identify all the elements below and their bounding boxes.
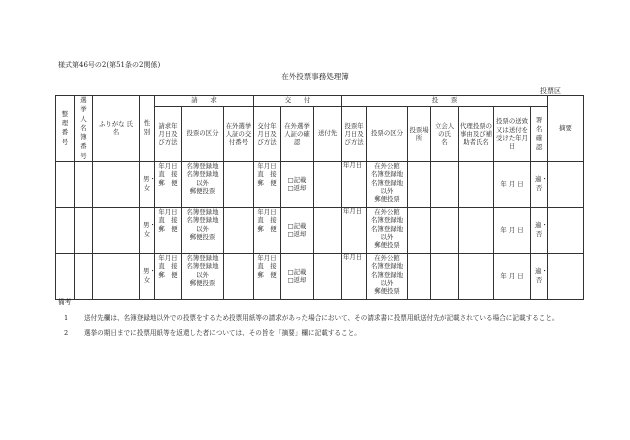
cell-sign[interactable]: 適・否 bbox=[531, 207, 548, 253]
col-vote-date: 投票年月日及び方法 bbox=[342, 107, 367, 162]
cell-request-type[interactable]: 名簿登録地 名簿登録地 以外 郵便投票 bbox=[182, 207, 224, 253]
cell-elector-no[interactable] bbox=[75, 161, 93, 207]
col-proxy: 代理投票の事由及び補助者氏名 bbox=[459, 107, 494, 162]
cell-remarks[interactable] bbox=[548, 207, 584, 253]
cell-proxy[interactable] bbox=[459, 207, 494, 253]
table-row bbox=[56, 253, 584, 299]
col-witness: 立会人の氏 名 bbox=[431, 107, 459, 162]
cell-delivery-opts[interactable]: □記載 □返却 bbox=[281, 161, 314, 207]
note-item bbox=[58, 329, 619, 338]
cell-elector-no[interactable] bbox=[75, 207, 93, 253]
note-item bbox=[58, 314, 619, 323]
cell-request-type[interactable]: 名簿登録地 名簿登録地 以外 郵便投票 bbox=[182, 253, 224, 299]
cell-number[interactable] bbox=[56, 161, 75, 207]
cell-name[interactable] bbox=[93, 161, 140, 207]
col-send-to: 送付先 bbox=[314, 107, 342, 162]
col-name: ふりがな 氏 名 bbox=[93, 96, 140, 162]
cell-vote-place[interactable] bbox=[408, 161, 431, 207]
group-delivery: 交 付 bbox=[254, 96, 342, 107]
cell-delivery-opts[interactable]: □記載 □返却 bbox=[281, 207, 314, 253]
form-number: 様式第46号の2(第51条の2関係) bbox=[58, 61, 161, 69]
cell-overseas-cert[interactable] bbox=[224, 207, 254, 253]
cell-proxy[interactable] bbox=[459, 161, 494, 207]
cell-ballot-send[interactable]: 年 月 日 bbox=[494, 253, 531, 299]
cell-witness[interactable] bbox=[431, 161, 459, 207]
col-sex: 性 別 bbox=[140, 96, 155, 162]
cell-name[interactable] bbox=[93, 253, 140, 299]
cell-number[interactable] bbox=[56, 207, 75, 253]
cell-sign[interactable]: 適・否 bbox=[531, 253, 548, 299]
col-vote-class: 投票の区分 bbox=[367, 107, 408, 162]
cell-vote-type[interactable]: 在外公館 名簿登録地 名簿登録地 以外 郵便投票 bbox=[367, 161, 408, 207]
cell-send-to[interactable] bbox=[314, 253, 342, 299]
cell-remarks[interactable] bbox=[548, 161, 584, 207]
cell-overseas-cert[interactable] bbox=[224, 161, 254, 207]
cell-sign[interactable]: 適・否 bbox=[531, 161, 548, 207]
cell-ballot-send[interactable]: 年 月 日 bbox=[494, 161, 531, 207]
cell-vote-date[interactable]: 年月日 bbox=[342, 207, 367, 253]
note-number: 2 bbox=[64, 329, 69, 338]
cell-sex[interactable]: 男・女 bbox=[140, 253, 155, 299]
cell-vote-date[interactable]: 年月日 bbox=[342, 161, 367, 207]
register-table bbox=[55, 95, 584, 300]
col-request-date: 請求年月日及び方法 bbox=[155, 107, 182, 162]
col-ballot-send: 投票の送致又は送付を受けた年月日 bbox=[494, 107, 531, 162]
col-number: 整理番号 bbox=[56, 96, 75, 162]
cell-request-type[interactable]: 名簿登録地 名簿登録地 以外 郵便投票 bbox=[182, 161, 224, 207]
district-label: 投票区 bbox=[540, 87, 561, 95]
col-vote-type: 投票の区分 bbox=[182, 107, 224, 162]
col-delivery-date: 交付年月日及び方法 bbox=[254, 107, 281, 162]
cell-vote-type[interactable]: 在外公館 名簿登録地 名簿登録地 以外 郵便投票 bbox=[367, 253, 408, 299]
cell-vote-type[interactable]: 在外公館 名簿登録地 名簿登録地 以外 郵便投票 bbox=[367, 207, 408, 253]
note-text: 送付先欄は、名簿登録地以外での投票をするため投票用紙等の請求があった場合において、その請求書に投票用紙送付先が記載されている場合に記載すること。 bbox=[84, 313, 559, 322]
table-row bbox=[56, 161, 584, 207]
cell-delivery-method[interactable]: 年月日 直 接 郵 便 bbox=[254, 207, 281, 253]
cell-remarks[interactable] bbox=[548, 253, 584, 299]
cell-name[interactable] bbox=[93, 207, 140, 253]
cell-vote-date[interactable]: 年月日 bbox=[342, 253, 367, 299]
cell-ballot-send[interactable]: 年 月 日 bbox=[494, 207, 531, 253]
group-vote: 投 票 bbox=[342, 96, 548, 107]
cell-request-method[interactable]: 年月日 直 接 郵 便 bbox=[155, 161, 182, 207]
cell-vote-place[interactable] bbox=[408, 253, 431, 299]
cell-delivery-opts[interactable]: □記載 □返却 bbox=[281, 253, 314, 299]
col-vote-place: 投票場所 bbox=[408, 107, 431, 162]
cell-witness[interactable] bbox=[431, 207, 459, 253]
cell-delivery-method[interactable]: 年月日 直 接 郵 便 bbox=[254, 161, 281, 207]
notes-heading: 備考 bbox=[58, 298, 72, 306]
cell-send-to[interactable] bbox=[314, 207, 342, 253]
col-sign: 署名確認 bbox=[531, 107, 548, 162]
cell-proxy[interactable] bbox=[459, 253, 494, 299]
col-overseas-cert: 在外選挙人証の交付番号 bbox=[224, 107, 254, 162]
col-overseas-note: 在外選挙人証の確認 bbox=[281, 107, 314, 162]
table-row bbox=[56, 207, 584, 253]
cell-request-method[interactable]: 年月日 直 接 郵 便 bbox=[155, 207, 182, 253]
cell-delivery-method[interactable]: 年月日 直 接 郵 便 bbox=[254, 253, 281, 299]
cell-vote-place[interactable] bbox=[408, 207, 431, 253]
cell-elector-no[interactable] bbox=[75, 253, 93, 299]
group-request: 請 求 bbox=[155, 96, 254, 107]
cell-number[interactable] bbox=[56, 253, 75, 299]
cell-request-method[interactable]: 年月日 直 接 郵 便 bbox=[155, 253, 182, 299]
cell-sex[interactable]: 男・女 bbox=[140, 161, 155, 207]
col-elector-no: 選挙人名簿番号 bbox=[75, 96, 93, 162]
notes-section bbox=[58, 298, 619, 345]
cell-sex[interactable]: 男・女 bbox=[140, 207, 155, 253]
page-title: 在外投票事務処理簿 bbox=[281, 72, 349, 81]
note-number: 1 bbox=[64, 313, 69, 322]
note-text: 選挙の期日までに投票用紙等を返還した者については、その旨を「摘要」欄に記載すること。 bbox=[84, 329, 361, 338]
cell-send-to[interactable] bbox=[314, 161, 342, 207]
cell-witness[interactable] bbox=[431, 253, 459, 299]
col-remarks: 摘要 bbox=[548, 96, 584, 162]
cell-overseas-cert[interactable] bbox=[224, 253, 254, 299]
